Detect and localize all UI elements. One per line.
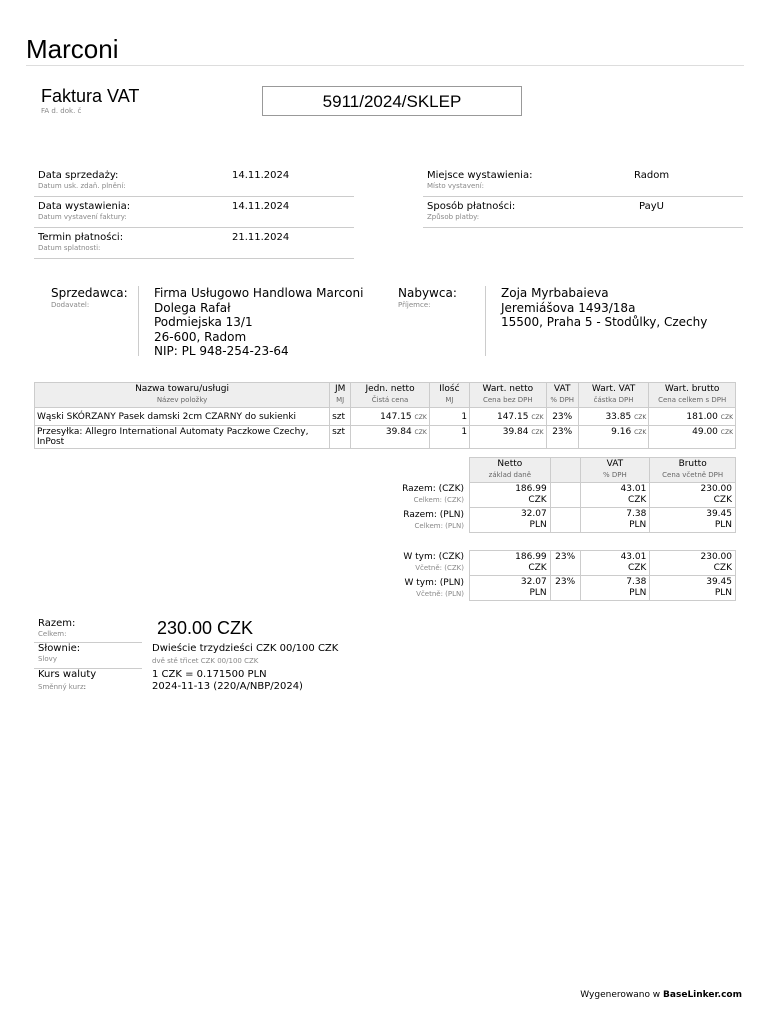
- generated-by: Wygenerowano w BaseLinker.com: [580, 990, 742, 1000]
- meta-sublabel: Datum splatnosti:: [38, 244, 101, 252]
- summary-vat: 43.01 CZK: [580, 483, 650, 508]
- item-vat-rate: 23%: [546, 408, 578, 426]
- item-unit-net: 147.15 CZK: [351, 408, 430, 426]
- meta-value: PayU: [639, 201, 664, 212]
- meta-value: Radom: [634, 170, 670, 181]
- buyer-label: Nabywca:: [398, 286, 457, 300]
- exchange-rate-date: 2024-11-13 (220/A/NBP/2024): [152, 681, 303, 692]
- item-qty: 1: [429, 408, 469, 426]
- item-unit-net: 39.84 CZK: [351, 426, 430, 449]
- buyer-sublabel: Příjemce:: [398, 301, 431, 309]
- meta-sublabel: Datum vystavení faktury:: [38, 213, 127, 221]
- summary-rate: [550, 483, 580, 508]
- breakdown-row: [470, 551, 736, 576]
- col-net-header: Wart. netto Cena bez DPH: [470, 383, 547, 408]
- breakdown-gross: 230.00 CZK: [650, 551, 736, 576]
- breakdown-row: [470, 576, 736, 601]
- seller-line: Dolega Rafał: [154, 300, 231, 315]
- meta-sale-date: [34, 166, 354, 197]
- col-unit-net-header: Jedn. netto Čistá cena: [351, 383, 430, 408]
- meta-sublabel: Způsob platby:: [427, 213, 480, 221]
- col-vat-value-header: Wart. VAT částka DPH: [578, 383, 649, 408]
- meta-sublabel: Datum usk. zdaň. plnění:: [38, 182, 126, 190]
- summary-row: [470, 508, 736, 533]
- summary-vat-header: VAT % DPH: [580, 458, 650, 483]
- meta-label: Sposób płatności:: [427, 201, 516, 212]
- document-title: Faktura VAT: [41, 86, 140, 106]
- meta-issue-date: [34, 197, 354, 228]
- col-qty-header: Ilość MJ: [429, 383, 469, 408]
- items-header-row: [35, 383, 736, 408]
- meta-label: Data sprzedaży:: [38, 170, 119, 181]
- breakdown-label-czk: W tym: (CZK) Včetně: (CZK): [403, 552, 464, 572]
- breakdown-vat: 7.38 PLN: [580, 576, 650, 601]
- summary-row: [470, 483, 736, 508]
- table-row: [35, 408, 736, 426]
- header-divider: [26, 65, 744, 66]
- buyer-line: 15500, Praha 5 - Stodůlky, Czechy: [501, 315, 708, 329]
- summary-gross: 230.00 CZK: [650, 483, 736, 508]
- summary-table: [469, 457, 736, 533]
- item-name: Przesyłka: Allegro International Automaty Paczkowe Czechy, InPost: [35, 426, 330, 449]
- rate-label: Kurs waluty: [38, 669, 97, 680]
- meta-issue-place: [423, 166, 743, 197]
- meta-sublabel: Místo vystavení:: [427, 182, 485, 190]
- item-qty: 1: [429, 426, 469, 449]
- breakdown-label-pln: W tym: (PLN) Včetně: (PLN): [404, 578, 464, 598]
- exchange-rate-line: 1 CZK = 0.171500 PLN: [152, 669, 267, 680]
- summary-net: 186.99 CZK: [470, 483, 551, 508]
- summary-label-pln: Razem: (PLN) Celkem: (PLN): [403, 510, 464, 530]
- total-label: Razem:: [38, 618, 76, 629]
- total-label-block: [34, 616, 142, 643]
- summary-net: 32.07 PLN: [470, 508, 551, 533]
- col-name-header: Nazwa towaru/usługi Název položky: [35, 383, 330, 408]
- company-name: Marconi: [26, 34, 119, 64]
- summary-net-header: Netto základ daně: [470, 458, 551, 483]
- rate-sublabel: Směnný kurz:: [38, 683, 86, 691]
- breakdown-table: [469, 550, 736, 601]
- breakdown-rate: 23%: [550, 576, 580, 601]
- items-table: [34, 382, 736, 449]
- item-net: 39.84 CZK: [470, 426, 547, 449]
- item-gross: 181.00 CZK: [649, 408, 736, 426]
- item-net: 147.15 CZK: [470, 408, 547, 426]
- buyer-details: [501, 286, 707, 330]
- seller-label: Sprzedawca:: [51, 286, 128, 300]
- summary-gross-header: Brutto Cena včetně DPH: [650, 458, 736, 483]
- summary-label-czk: Razem: (CZK) Celkem: (CZK): [402, 484, 464, 504]
- total-amount: 230.00 CZK: [157, 618, 254, 638]
- item-gross: 49.00 CZK: [649, 426, 736, 449]
- summary-header-row: [470, 458, 736, 483]
- summary-rate-header: [550, 458, 580, 483]
- rate-label-block: [34, 668, 142, 694]
- breakdown-net: 32.07 PLN: [470, 576, 551, 601]
- breakdown-gross: 39.45 PLN: [650, 576, 736, 601]
- total-sublabel: Celkem:: [38, 630, 67, 638]
- seller-line: 26-600, Radom: [154, 329, 247, 344]
- item-vat-value: 33.85 CZK: [578, 408, 649, 426]
- breakdown-vat: 43.01 CZK: [580, 551, 650, 576]
- summary-vat: 7.38 PLN: [580, 508, 650, 533]
- seller-sublabel: Dodavatel:: [51, 301, 90, 309]
- breakdown-rate: 23%: [550, 551, 580, 576]
- total-in-words: Dwieście trzydzieści CZK 00/100 CZK: [152, 643, 339, 654]
- summary-rate: [550, 508, 580, 533]
- words-label: Słownie:: [38, 643, 81, 654]
- meta-label: Termin płatności:: [38, 232, 124, 243]
- meta-value: 14.11.2024: [232, 201, 290, 212]
- item-vat-value: 9.16 CZK: [578, 426, 649, 449]
- document-subtitle: FA d. dok. č: [41, 107, 82, 115]
- item-name: Wąski SKÓRZANY Pasek damski 2cm CZARNY do sukienki: [35, 408, 330, 426]
- item-vat-rate: 23%: [546, 426, 578, 449]
- meta-label: Miejsce wystawienia:: [427, 170, 533, 181]
- invoice-number: 5911/2024/SKLEP: [262, 86, 522, 116]
- item-unit: szt: [330, 408, 351, 426]
- words-label-block: [34, 642, 142, 669]
- item-unit: szt: [330, 426, 351, 449]
- buyer-divider: [485, 286, 486, 356]
- meta-payment-method: [423, 197, 743, 228]
- seller-divider: [138, 286, 139, 356]
- col-unit-header: JM MJ: [330, 383, 351, 408]
- total-in-words-sub: dvě stě třicet CZK 00/100 CZK: [152, 657, 259, 665]
- seller-line: NIP: PL 948-254-23-64: [154, 344, 289, 358]
- buyer-line: Jeremiášova 1493/18a: [501, 300, 636, 315]
- seller-line: Podmiejska 13/1: [154, 315, 253, 329]
- baselinker-link[interactable]: BaseLinker.com: [663, 990, 742, 1000]
- meta-label: Data wystawienia:: [38, 201, 131, 212]
- summary-gross: 39.45 PLN: [650, 508, 736, 533]
- meta-value: 21.11.2024: [232, 232, 290, 243]
- col-gross-header: Wart. brutto Cena celkem s DPH: [649, 383, 736, 408]
- meta-due-date: [34, 228, 354, 259]
- col-vat-header: VAT % DPH: [546, 383, 578, 408]
- seller-details: [154, 286, 363, 359]
- exchange-rate: [152, 669, 303, 693]
- words-sublabel: Slovy: [38, 655, 57, 663]
- meta-value: 14.11.2024: [232, 170, 290, 181]
- breakdown-net: 186.99 CZK: [470, 551, 551, 576]
- buyer-line: Zoja Myrbabaieva: [501, 286, 609, 300]
- seller-line: Firma Usługowo Handlowa Marconi: [154, 286, 364, 300]
- table-row: [35, 426, 736, 449]
